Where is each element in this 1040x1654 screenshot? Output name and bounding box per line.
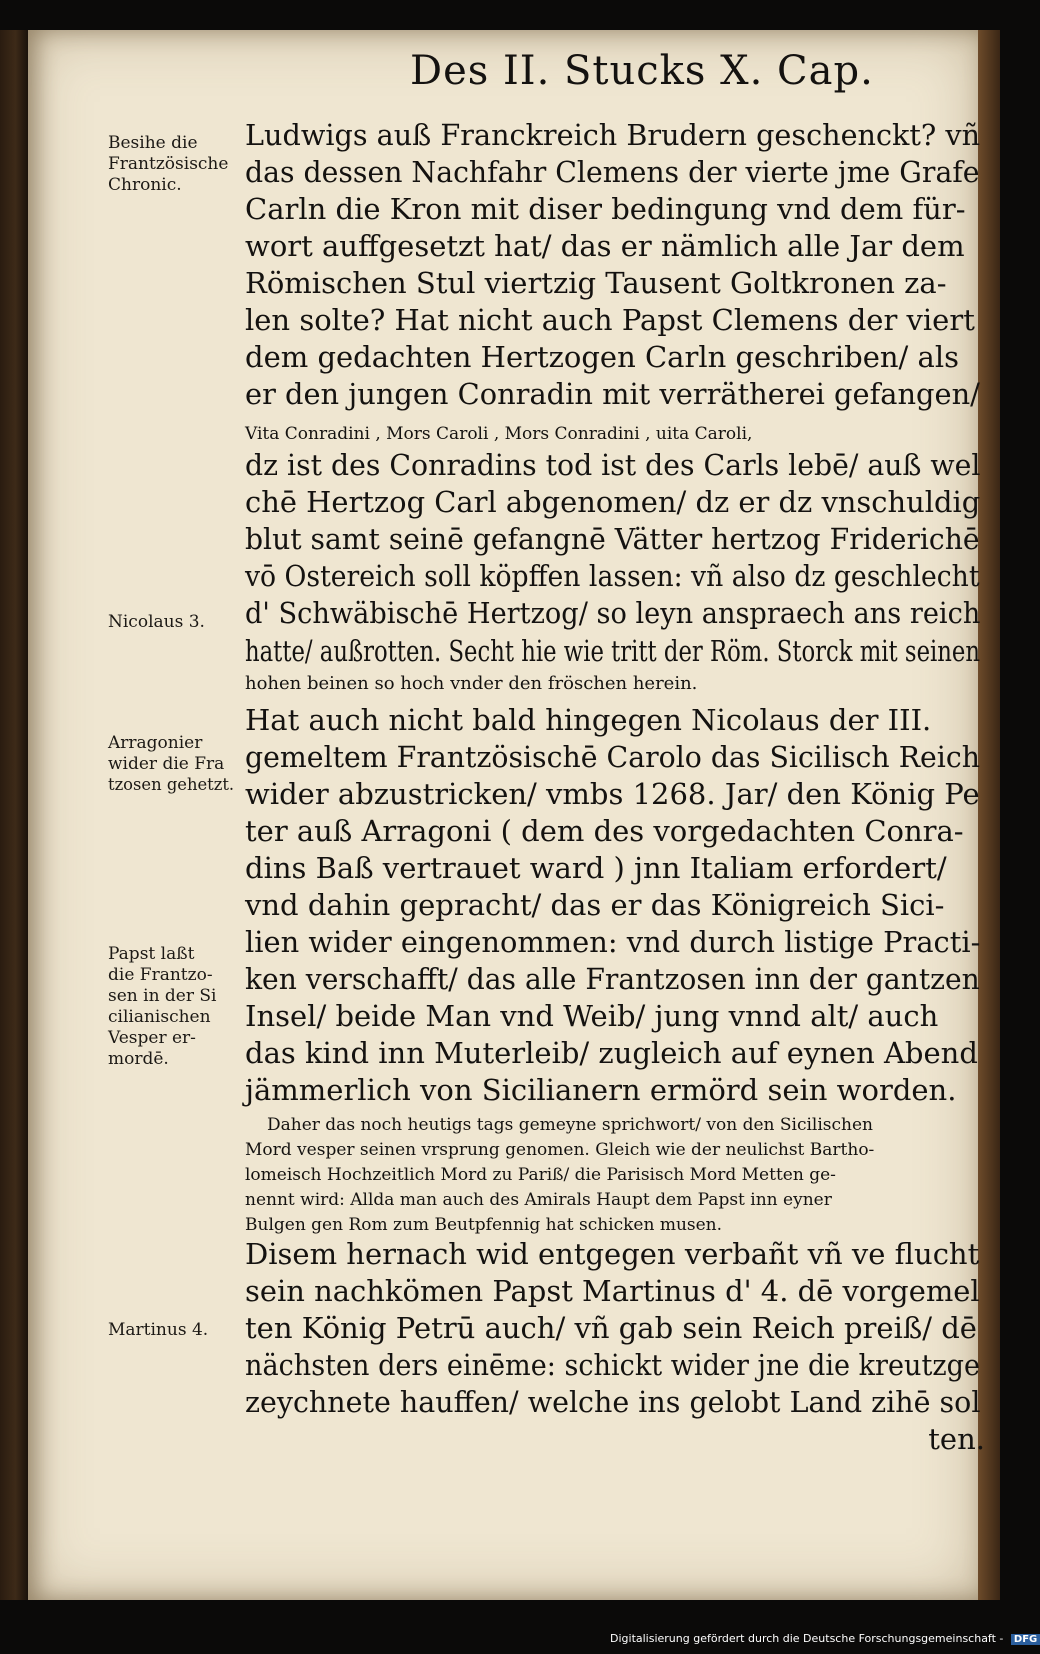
- text-line: nennt wird: Allda man auch des Amirals Haupt dem Papst inn eyner: [245, 1190, 832, 1210]
- text-line: das kind inn Muterleib/ zugleich auf eynen Abend: [245, 1036, 978, 1070]
- text-line: Hat auch nicht bald hingegen Nicolaus der III.: [245, 703, 932, 737]
- running-header: Des II. Stucks X. Cap.: [410, 48, 874, 94]
- marginal-note-line: mordē.: [108, 1049, 169, 1069]
- text-line: chē Hertzog Carl abgenomen/ dz er dz vnschuldig: [245, 485, 981, 519]
- text-line: vnd dahin gepracht/ das er das Königreich Sici-: [245, 888, 945, 922]
- text-line: dins Baß vertrauet ward ) jnn Italiam erfordert/: [245, 851, 947, 885]
- digitization-footer: [610, 1632, 1040, 1645]
- text-line: wort auffgesetzt hat/ das er nämlich alle Jar dem: [245, 229, 965, 263]
- footer-text: Digitalisierung gefördert durch die Deutsche Forschungsgemeinschaft -: [610, 1632, 1004, 1645]
- text-line: zeychnete hauffen/ welche ins gelobt Land zihē sol: [245, 1385, 981, 1419]
- marginal-note-line: Frantzösische: [108, 154, 229, 174]
- marginal-note: [108, 612, 234, 633]
- text-line: Römischen Stul viertzig Tausent Goltkronen za-: [245, 266, 947, 300]
- text-line: dz ist des Conradins tod ist des Carls lebē/ auß wel: [245, 448, 981, 482]
- text-line: Vita Conradini , Mors Caroli , Mors Conradini , uita Caroli,: [245, 424, 753, 444]
- marginal-note-line: die Frantzo-: [108, 965, 213, 985]
- text-line: sein nachkömen Papst Martinus d' 4. dē vorgemel: [245, 1274, 980, 1308]
- text-line: hatte/ außrotten. Secht hie wie tritt der Röm. Storck mit seinen: [245, 634, 981, 668]
- book-spine: [0, 30, 28, 1600]
- text-line: Carln die Kron mit diser bedingung vnd dem für-: [245, 192, 966, 226]
- text-line: er den jungen Conradin mit verrätherei gefangen/: [245, 377, 980, 411]
- text-line: blut samt seinē gefangnē Vätter hertzog Friderichē: [245, 522, 980, 556]
- text-line: Insel/ beide Man vnd Weib/ jung vnnd alt/ auch: [245, 999, 939, 1033]
- text-line: nächsten ders einēme: schickt wider jne die kreutzge: [245, 1348, 980, 1382]
- text-line: Mord vesper seinen vrsprung genomen. Gleich wie der neulichst Bartho-: [245, 1140, 875, 1160]
- marginal-note-line: Martinus 4.: [108, 1320, 209, 1340]
- text-line: lomeisch Hochzeitlich Mord zu Pariß/ die Parisisch Mord Metten ge-: [245, 1165, 836, 1185]
- marginal-note-line: cilianischen: [108, 1007, 211, 1027]
- text-line: Ludwigs auß Franckreich Brudern geschenckt? vñ: [245, 118, 981, 152]
- marginal-note-line: Nicolaus 3.: [108, 612, 205, 632]
- text-line: len solte? Hat nicht auch Papst Clemens der viert: [245, 303, 975, 337]
- text-line: Daher das noch heutigs tags gemeyne sprichwort/ von den Sicilischen: [267, 1115, 873, 1135]
- text-line: wider abzustricken/ vmbs 1268. Jar/ den König Pe: [245, 777, 980, 811]
- marginal-note: [108, 944, 234, 1070]
- text-line: Bulgen gen Rom zum Beutpfennig hat schicken musen.: [245, 1215, 723, 1235]
- marginal-note: [108, 733, 234, 796]
- text-line: ken verschafft/ das alle Frantzosen inn der gantzen: [245, 962, 980, 996]
- marginal-note-line: Papst laßt: [108, 944, 195, 964]
- text-line: ter auß Arragoni ( dem des vorgedachten Conra-: [245, 814, 964, 848]
- catchword: ten.: [928, 1422, 985, 1456]
- marginal-note-line: Arragonier: [108, 733, 203, 753]
- text-line: das dessen Nachfahr Clemens der vierte jme Grafe: [245, 155, 980, 189]
- text-line: Disem hernach wid entgegen verbañt vñ ve flucht: [245, 1237, 980, 1271]
- text-line: ten König Petrū auch/ vñ gab sein Reich preiß/ dē: [245, 1311, 977, 1345]
- marginal-note: [108, 1320, 234, 1341]
- marginal-note-line: Vesper er-: [108, 1028, 196, 1048]
- dfg-logo: DFG: [1011, 1634, 1040, 1645]
- marginal-note: [108, 133, 234, 196]
- marginal-note-line: tzosen gehetzt.: [108, 775, 235, 795]
- marginal-note-line: wider die Fra: [108, 754, 225, 774]
- text-line: hohen beinen so hoch vnder den fröschen herein.: [245, 673, 698, 694]
- text-line: jämmerlich von Sicilianern ermörd sein worden.: [245, 1073, 957, 1107]
- marginal-note-line: Besihe die: [108, 133, 198, 153]
- text-line: lien wider eingenommen: vnd durch listige Practi-: [245, 925, 981, 959]
- marginal-note-line: sen in der Si: [108, 986, 217, 1006]
- text-line: d' Schwäbischē Hertzog/ so leyn anspraech ans reich: [245, 596, 981, 630]
- text-line: dem gedachten Hertzogen Carln geschriben/ als: [245, 340, 959, 374]
- text-line: gemeltem Frantzösischē Carolo das Sicilisch Reich: [245, 740, 981, 774]
- marginal-note-line: Chronic.: [108, 175, 182, 195]
- page-edge: [978, 30, 1000, 1600]
- text-line: vō Ostereich soll köpffen lassen: vñ also dz geschlecht: [245, 559, 980, 593]
